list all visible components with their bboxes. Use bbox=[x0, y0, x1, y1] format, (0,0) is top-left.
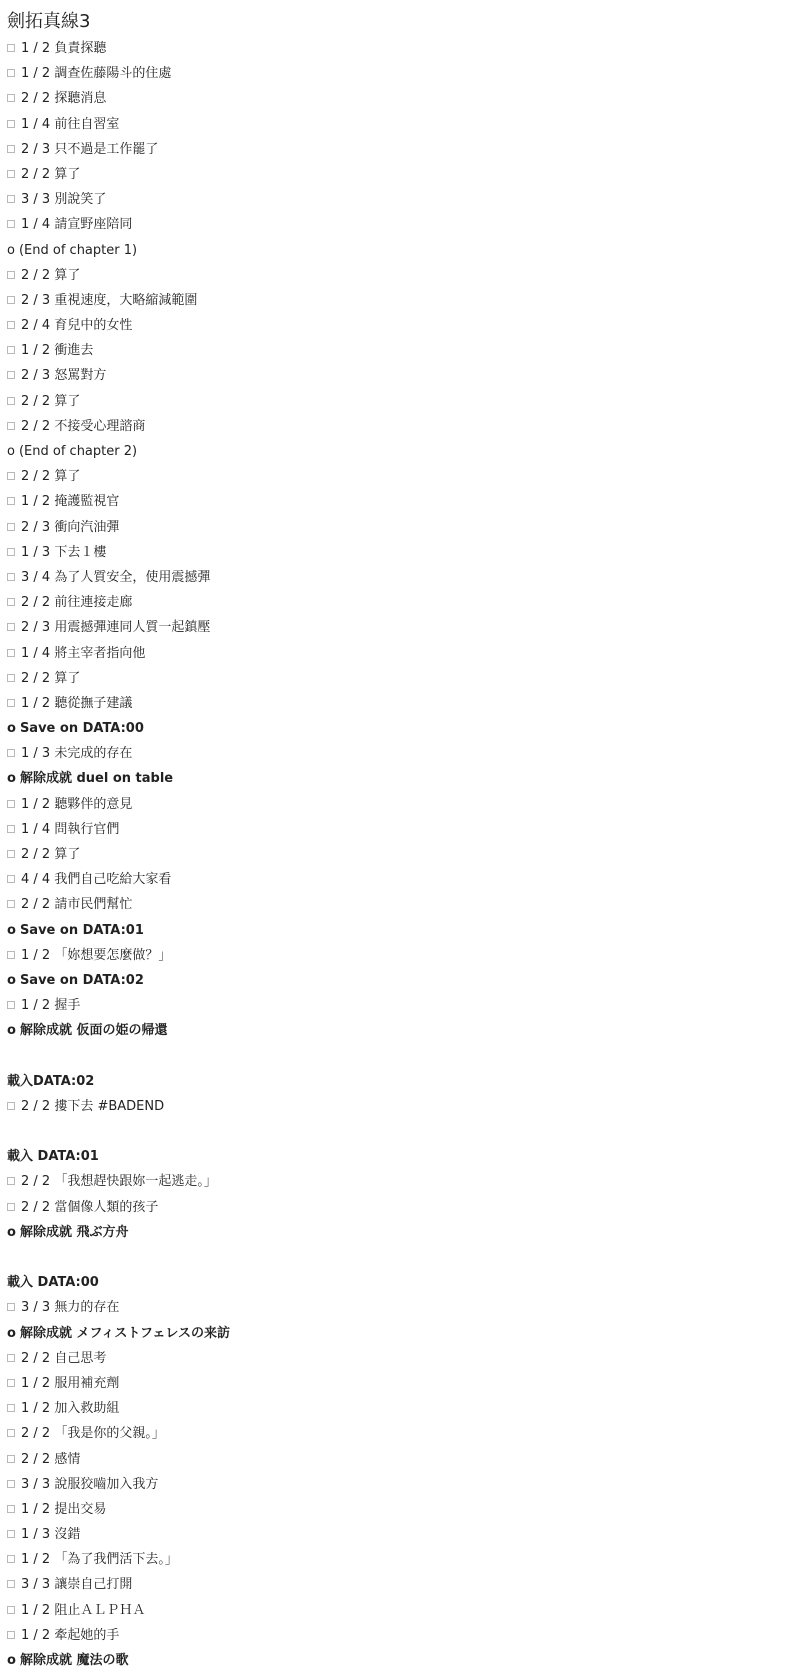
choice-item bbox=[7, 389, 797, 414]
choice-item bbox=[7, 867, 797, 892]
choice-item bbox=[7, 615, 797, 640]
item-text: 載入 DATA:01 bbox=[7, 1149, 99, 1165]
milestone-note bbox=[7, 766, 797, 791]
choice-item bbox=[7, 1447, 797, 1472]
checkbox-icon bbox=[7, 346, 15, 354]
choice-item bbox=[7, 212, 797, 237]
checkbox-icon bbox=[7, 371, 15, 379]
choice-item bbox=[7, 338, 797, 363]
choice-item bbox=[7, 162, 797, 187]
item-text: 1 / 2 阻止ＡＬＰＨＡ bbox=[21, 1602, 146, 1618]
item-text: 解除成就 飛ぶ方舟 bbox=[19, 1224, 129, 1240]
choice-item bbox=[7, 363, 797, 388]
item-text: 3 / 4 為了人質安全，使用震撼彈 bbox=[21, 569, 211, 585]
bullet-marker: o bbox=[7, 444, 15, 459]
bullet-marker: o bbox=[7, 1325, 16, 1341]
item-text: 解除成就 魔法の歌 bbox=[19, 1653, 129, 1668]
bullet-marker: o bbox=[7, 771, 16, 787]
checkbox-icon bbox=[7, 1404, 15, 1412]
checkbox-icon bbox=[7, 120, 15, 128]
checkbox-icon bbox=[7, 1001, 15, 1009]
item-text: 2 / 2 算了 bbox=[21, 847, 81, 862]
item-text: 1 / 2 聽從撫子建議 bbox=[21, 695, 133, 711]
item-text: 1 / 2 服用補充劑 bbox=[21, 1375, 120, 1391]
checkbox-icon bbox=[7, 1203, 15, 1211]
item-text: 解除成就 仮面の姫の帰還 bbox=[19, 1023, 168, 1039]
item-text: 1 / 4 請宣野座陪同 bbox=[21, 217, 133, 233]
checkbox-icon bbox=[7, 548, 15, 556]
item-text: 載入DATA:02 bbox=[7, 1073, 95, 1089]
item-text: 1 / 3 沒錯 bbox=[21, 1527, 81, 1543]
checkbox-icon bbox=[7, 1580, 15, 1588]
item-text: 2 / 3 用震撼彈連同人質一起鎮壓 bbox=[21, 620, 211, 636]
checkbox-icon bbox=[7, 523, 15, 531]
checkbox-icon bbox=[7, 1429, 15, 1437]
item-text: 2 / 2 當個像人類的孩子 bbox=[21, 1199, 159, 1215]
choice-item bbox=[7, 1295, 797, 1320]
choice-item bbox=[7, 691, 797, 716]
item-text: (End of chapter 2) bbox=[18, 444, 138, 459]
checkbox-icon bbox=[7, 1606, 15, 1614]
choice-item bbox=[7, 1169, 797, 1194]
choice-item bbox=[7, 842, 797, 867]
choice-item bbox=[7, 641, 797, 666]
choice-item bbox=[7, 1421, 797, 1446]
choice-item bbox=[7, 792, 797, 817]
choice-item bbox=[7, 1598, 797, 1623]
item-text: 3 / 3 說服狡嚙加入我方 bbox=[21, 1476, 159, 1492]
load-data-heading bbox=[7, 1270, 797, 1295]
item-text: 2 / 2 探聽消息 bbox=[21, 91, 107, 107]
checkbox-icon bbox=[7, 69, 15, 77]
choice-item bbox=[7, 1346, 797, 1371]
choice-item bbox=[7, 943, 797, 968]
item-text: 1 / 3 未完成的存在 bbox=[21, 746, 133, 762]
item-text: 1 / 2 聽夥伴的意見 bbox=[21, 796, 133, 812]
choice-item bbox=[7, 741, 797, 766]
checkbox-icon bbox=[7, 145, 15, 153]
item-text: 1 / 4 將主宰者指向他 bbox=[21, 645, 146, 661]
choice-item bbox=[7, 313, 797, 338]
checkbox-icon bbox=[7, 195, 15, 203]
bullet-marker: o bbox=[7, 242, 15, 258]
choice-item bbox=[7, 288, 797, 313]
milestone-note bbox=[7, 918, 797, 943]
checkbox-icon bbox=[7, 749, 15, 757]
choice-item bbox=[7, 1195, 797, 1220]
choice-item bbox=[7, 1623, 797, 1648]
item-text: 1 / 2 「妳想要怎麼做？」 bbox=[21, 947, 172, 963]
choice-item bbox=[7, 263, 797, 288]
checkbox-icon bbox=[7, 900, 15, 908]
item-text: Save on DATA:01 bbox=[19, 922, 144, 938]
checkbox-icon bbox=[7, 271, 15, 279]
item-text: 載入 DATA:00 bbox=[7, 1275, 99, 1291]
choice-item bbox=[7, 86, 797, 111]
choice-item bbox=[7, 112, 797, 137]
choice-item bbox=[7, 817, 797, 842]
item-text: 1 / 2 調查佐藤陽斗的住處 bbox=[21, 66, 172, 82]
item-text: 2 / 2 自己思考 bbox=[21, 1350, 107, 1366]
item-text: 1 / 2 衝進去 bbox=[21, 343, 94, 359]
checkbox-icon bbox=[7, 321, 15, 329]
item-text: 1 / 3 下去１樓 bbox=[21, 544, 107, 560]
checkbox-icon bbox=[7, 1354, 15, 1362]
checkbox-icon bbox=[7, 1480, 15, 1488]
checkbox-icon bbox=[7, 44, 15, 52]
load-data-heading bbox=[7, 1069, 797, 1094]
choice-item bbox=[7, 187, 797, 212]
item-text: 2 / 2 前往連接走廊 bbox=[21, 595, 133, 611]
milestone-note bbox=[7, 1220, 797, 1245]
choice-item bbox=[7, 137, 797, 162]
choice-item bbox=[7, 1094, 797, 1119]
page-title: 劍拓真線3 bbox=[7, 11, 91, 32]
item-text: 1 / 2 掩護監視官 bbox=[21, 494, 120, 510]
checkbox-icon bbox=[7, 875, 15, 883]
item-text: 2 / 2 算了 bbox=[21, 393, 81, 409]
item-text: 1 / 2 「為了我們活下去。」 bbox=[21, 1552, 178, 1568]
checkbox-icon bbox=[7, 1303, 15, 1311]
checkbox-icon bbox=[7, 1530, 15, 1538]
item-text: 1 / 2 握手 bbox=[21, 998, 81, 1014]
checkbox-icon bbox=[7, 951, 15, 959]
item-text: 解除成就 duel on table bbox=[19, 771, 174, 787]
item-text: 1 / 2 提出交易 bbox=[21, 1501, 107, 1517]
item-text: 2 / 2 算了 bbox=[21, 469, 81, 485]
walkthrough-list bbox=[7, 36, 797, 1673]
item-text: 2 / 4 育兒中的女性 bbox=[21, 318, 133, 334]
item-text: (End of chapter 1) bbox=[18, 242, 138, 258]
item-text: 2 / 2 算了 bbox=[21, 670, 81, 686]
choice-item bbox=[7, 61, 797, 86]
choice-item bbox=[7, 1371, 797, 1396]
item-text: 3 / 3 別說笑了 bbox=[21, 192, 107, 208]
milestone-note bbox=[7, 716, 797, 741]
checkbox-icon bbox=[7, 1505, 15, 1513]
chapter-end-note bbox=[7, 238, 797, 263]
bullet-marker: o bbox=[7, 721, 16, 737]
bullet-marker: o bbox=[7, 922, 16, 938]
item-text: 2 / 3 衝向汽油彈 bbox=[21, 519, 120, 535]
item-text: 2 / 2 「我想趕快跟妳一起逃走。」 bbox=[21, 1174, 217, 1190]
choice-item bbox=[7, 1547, 797, 1572]
choice-item bbox=[7, 666, 797, 691]
item-text: 2 / 3 怒罵對方 bbox=[21, 368, 107, 384]
bullet-marker: o bbox=[7, 1224, 16, 1240]
choice-item bbox=[7, 892, 797, 917]
milestone-note bbox=[7, 1648, 797, 1673]
item-text: 1 / 2 負責探聽 bbox=[21, 41, 107, 56]
bullet-marker: o bbox=[7, 1653, 16, 1668]
item-text: 解除成就 メフィストフェレスの来訪 bbox=[19, 1325, 230, 1341]
chapter-end-note bbox=[7, 439, 797, 464]
checkbox-icon bbox=[7, 220, 15, 228]
choice-item bbox=[7, 1522, 797, 1547]
checkbox-icon bbox=[7, 1102, 15, 1110]
checkbox-icon bbox=[7, 623, 15, 631]
checkbox-icon bbox=[7, 94, 15, 102]
choice-item bbox=[7, 464, 797, 489]
item-text: 1 / 2 加入救助組 bbox=[21, 1401, 120, 1417]
checkbox-icon bbox=[7, 1177, 15, 1185]
checkbox-icon bbox=[7, 850, 15, 858]
load-data-heading bbox=[7, 1144, 797, 1169]
item-text: 2 / 3 只不過是工作罷了 bbox=[21, 141, 159, 157]
checkbox-icon bbox=[7, 699, 15, 707]
item-text: 1 / 2 牽起她的手 bbox=[21, 1627, 120, 1643]
item-text: 2 / 2 算了 bbox=[21, 267, 81, 283]
checkbox-icon bbox=[7, 1631, 15, 1639]
document-page bbox=[7, 10, 797, 1673]
checkbox-icon bbox=[7, 573, 15, 581]
item-text: 2 / 2 算了 bbox=[21, 166, 81, 182]
item-text: 2 / 2 「我是你的父親。」 bbox=[21, 1426, 165, 1442]
choice-item bbox=[7, 565, 797, 590]
choice-item bbox=[7, 1396, 797, 1421]
choice-item bbox=[7, 414, 797, 439]
checkbox-icon bbox=[7, 1455, 15, 1463]
choice-item bbox=[7, 993, 797, 1018]
checkbox-icon bbox=[7, 825, 15, 833]
item-text: 2 / 2 摟下去 #BADEND bbox=[21, 1098, 165, 1114]
milestone-note bbox=[7, 1018, 797, 1043]
item-text: 1 / 4 前往自習室 bbox=[21, 116, 120, 132]
choice-item bbox=[7, 1572, 797, 1597]
checkbox-icon bbox=[7, 497, 15, 505]
choice-item bbox=[7, 36, 797, 61]
bullet-marker: o bbox=[7, 1023, 16, 1039]
checkbox-icon bbox=[7, 800, 15, 808]
choice-item bbox=[7, 590, 797, 615]
checkbox-icon bbox=[7, 296, 15, 304]
item-text: 2 / 2 不接受心理諮商 bbox=[21, 418, 146, 434]
item-text: 1 / 4 問執行官們 bbox=[21, 821, 120, 837]
checkbox-icon bbox=[7, 1379, 15, 1387]
choice-item bbox=[7, 489, 797, 514]
choice-item bbox=[7, 540, 797, 565]
item-text: 4 / 4 我們自己吃給大家看 bbox=[21, 872, 172, 888]
item-text: 2 / 2 請市民們幫忙 bbox=[21, 897, 133, 913]
item-text: Save on DATA:02 bbox=[19, 972, 144, 988]
bullet-marker: o bbox=[7, 972, 16, 988]
checkbox-icon bbox=[7, 649, 15, 657]
item-text: 2 / 3 重視速度，大略縮減範圍 bbox=[21, 292, 198, 308]
checkbox-icon bbox=[7, 422, 15, 430]
choice-item bbox=[7, 1497, 797, 1522]
choice-item bbox=[7, 1472, 797, 1497]
choice-item bbox=[7, 515, 797, 540]
milestone-note bbox=[7, 968, 797, 993]
item-text: 3 / 3 無力的存在 bbox=[21, 1300, 120, 1316]
checkbox-icon bbox=[7, 1555, 15, 1563]
item-text: 3 / 3 讓崇自己打開 bbox=[21, 1577, 133, 1593]
checkbox-icon bbox=[7, 170, 15, 178]
item-text: 2 / 2 感情 bbox=[21, 1451, 81, 1467]
checkbox-icon bbox=[7, 674, 15, 682]
item-text: Save on DATA:00 bbox=[19, 721, 144, 737]
checkbox-icon bbox=[7, 598, 15, 606]
checkbox-icon bbox=[7, 472, 15, 480]
milestone-note bbox=[7, 1321, 797, 1346]
checkbox-icon bbox=[7, 397, 15, 405]
